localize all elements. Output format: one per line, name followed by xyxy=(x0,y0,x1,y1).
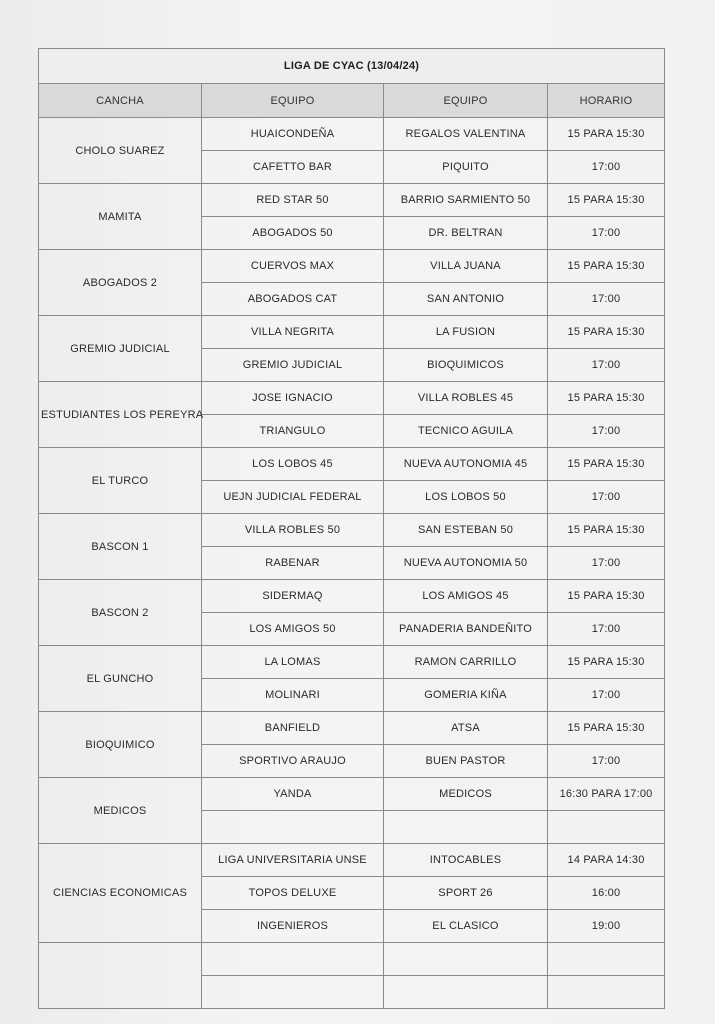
cancha-cell xyxy=(39,943,202,1009)
team-away-cell: VILLA ROBLES 45 xyxy=(384,382,548,415)
team-away-cell: TECNICO AGUILA xyxy=(384,415,548,448)
time-cell xyxy=(548,943,665,976)
team-away-cell: EL CLASICO xyxy=(384,910,548,943)
table-row xyxy=(39,778,665,811)
team-away-cell: PIQUITO xyxy=(384,151,548,184)
cancha-cell: BASCON 1 xyxy=(39,514,202,580)
time-cell: 15 PARA 15:30 xyxy=(548,580,665,613)
team-away-cell: SAN ANTONIO xyxy=(384,283,548,316)
team-home-cell: MOLINARI xyxy=(202,679,384,712)
cancha-cell: CIENCIAS ECONOMICAS xyxy=(39,844,202,943)
table-title: LIGA DE CYAC (13/04/24) xyxy=(39,49,665,84)
time-cell: 15 PARA 15:30 xyxy=(548,448,665,481)
time-cell: 15 PARA 15:30 xyxy=(548,514,665,547)
time-cell: 17:00 xyxy=(548,283,665,316)
table-row xyxy=(39,844,665,877)
header-equipo-2: EQUIPO xyxy=(384,84,548,118)
time-cell: 17:00 xyxy=(548,349,665,382)
team-home-cell: HUAICONDEÑA xyxy=(202,118,384,151)
header-equipo-1: EQUIPO xyxy=(202,84,384,118)
team-away-cell: LOS AMIGOS 45 xyxy=(384,580,548,613)
team-away-cell: PANADERIA BANDEŇITO xyxy=(384,613,548,646)
team-away-cell: RAMON CARRILLO xyxy=(384,646,548,679)
team-away-cell: BARRIO SARMIENTO 50 xyxy=(384,184,548,217)
time-cell xyxy=(548,811,665,844)
team-home-cell: CAFETTO BAR xyxy=(202,151,384,184)
time-cell: 15 PARA 15:30 xyxy=(548,316,665,349)
table-row xyxy=(39,118,665,151)
team-home-cell: VILLA NEGRITA xyxy=(202,316,384,349)
fixture-table xyxy=(38,48,665,1009)
team-home-cell: GREMIO JUDICIAL xyxy=(202,349,384,382)
table-row xyxy=(39,514,665,547)
team-away-cell: GOMERIA KIÑA xyxy=(384,679,548,712)
team-home-cell xyxy=(202,943,384,976)
team-home-cell: LOS LOBOS 45 xyxy=(202,448,384,481)
team-away-cell xyxy=(384,976,548,1009)
time-cell: 15 PARA 15:30 xyxy=(548,184,665,217)
team-home-cell: ABOGADOS 50 xyxy=(202,217,384,250)
cancha-cell: BASCON 2 xyxy=(39,580,202,646)
time-cell: 16:30 PARA 17:00 xyxy=(548,778,665,811)
time-cell: 15 PARA 15:30 xyxy=(548,382,665,415)
team-home-cell: SPORTIVO ARAUJO xyxy=(202,745,384,778)
team-home-cell: BANFIELD xyxy=(202,712,384,745)
table-row xyxy=(39,184,665,217)
team-away-cell: NUEVA AUTONOMIA 45 xyxy=(384,448,548,481)
team-away-cell: MEDICOS xyxy=(384,778,548,811)
title-row xyxy=(39,49,665,84)
team-away-cell: ATSA xyxy=(384,712,548,745)
team-home-cell: RABENAR xyxy=(202,547,384,580)
cancha-cell: ESTUDIANTES LOS PEREYRA xyxy=(39,382,202,448)
cancha-cell: GREMIO JUDICIAL xyxy=(39,316,202,382)
cancha-cell: MEDICOS xyxy=(39,778,202,844)
team-away-cell xyxy=(384,943,548,976)
time-cell: 19:00 xyxy=(548,910,665,943)
time-cell: 15 PARA 15:30 xyxy=(548,250,665,283)
team-away-cell xyxy=(384,811,548,844)
cancha-cell: MAMITA xyxy=(39,184,202,250)
cancha-cell: BIOQUIMICO xyxy=(39,712,202,778)
header-horario: HORARIO xyxy=(548,84,665,118)
header-cancha: CANCHA xyxy=(39,84,202,118)
time-cell: 17:00 xyxy=(548,679,665,712)
team-away-cell: SPORT 26 xyxy=(384,877,548,910)
team-away-cell: LA FUSION xyxy=(384,316,548,349)
team-home-cell: JOSE IGNACIO xyxy=(202,382,384,415)
time-cell: 16:00 xyxy=(548,877,665,910)
team-away-cell: VILLA JUANA xyxy=(384,250,548,283)
time-cell: 17:00 xyxy=(548,547,665,580)
team-away-cell: REGALOS VALENTINA xyxy=(384,118,548,151)
team-home-cell: CUERVOS MAX xyxy=(202,250,384,283)
team-away-cell: BUEN PASTOR xyxy=(384,745,548,778)
table-row xyxy=(39,448,665,481)
team-home-cell: LIGA UNIVERSITARIA UNSE xyxy=(202,844,384,877)
table-row xyxy=(39,943,665,976)
team-away-cell: LOS LOBOS 50 xyxy=(384,481,548,514)
time-cell: 17:00 xyxy=(548,151,665,184)
team-home-cell: INGENIEROS xyxy=(202,910,384,943)
time-cell: 14 PARA 14:30 xyxy=(548,844,665,877)
time-cell: 15 PARA 15:30 xyxy=(548,118,665,151)
time-cell: 17:00 xyxy=(548,481,665,514)
header-row xyxy=(39,84,665,118)
cancha-cell: ABOGADOS 2 xyxy=(39,250,202,316)
team-home-cell xyxy=(202,811,384,844)
team-away-cell: DR. BELTRAN xyxy=(384,217,548,250)
team-home-cell: LA LOMAS xyxy=(202,646,384,679)
team-away-cell: INTOCABLES xyxy=(384,844,548,877)
time-cell xyxy=(548,976,665,1009)
team-home-cell: TOPOS DELUXE xyxy=(202,877,384,910)
table-row xyxy=(39,712,665,745)
table-row xyxy=(39,580,665,613)
time-cell: 17:00 xyxy=(548,217,665,250)
time-cell: 17:00 xyxy=(548,745,665,778)
time-cell: 17:00 xyxy=(548,613,665,646)
time-cell: 15 PARA 15:30 xyxy=(548,712,665,745)
table-row xyxy=(39,646,665,679)
team-away-cell: SAN ESTEBAN 50 xyxy=(384,514,548,547)
team-home-cell xyxy=(202,976,384,1009)
team-home-cell: RED STAR 50 xyxy=(202,184,384,217)
time-cell: 15 PARA 15:30 xyxy=(548,646,665,679)
team-away-cell: NUEVA AUTONOMIA 50 xyxy=(384,547,548,580)
cancha-cell: EL TURCO xyxy=(39,448,202,514)
table-row xyxy=(39,250,665,283)
team-away-cell: BIOQUIMICOS xyxy=(384,349,548,382)
team-home-cell: ABOGADOS CAT xyxy=(202,283,384,316)
team-home-cell: VILLA ROBLES 50 xyxy=(202,514,384,547)
time-cell: 17:00 xyxy=(548,415,665,448)
team-home-cell: YANDA xyxy=(202,778,384,811)
team-home-cell: SIDERMAQ xyxy=(202,580,384,613)
team-home-cell: UEJN JUDICIAL FEDERAL xyxy=(202,481,384,514)
cancha-cell: EL GUNCHO xyxy=(39,646,202,712)
team-home-cell: LOS AMIGOS 50 xyxy=(202,613,384,646)
cancha-cell: CHOLO SUAREZ xyxy=(39,118,202,184)
table-row xyxy=(39,382,665,415)
table-row xyxy=(39,316,665,349)
team-home-cell: TRIANGULO xyxy=(202,415,384,448)
